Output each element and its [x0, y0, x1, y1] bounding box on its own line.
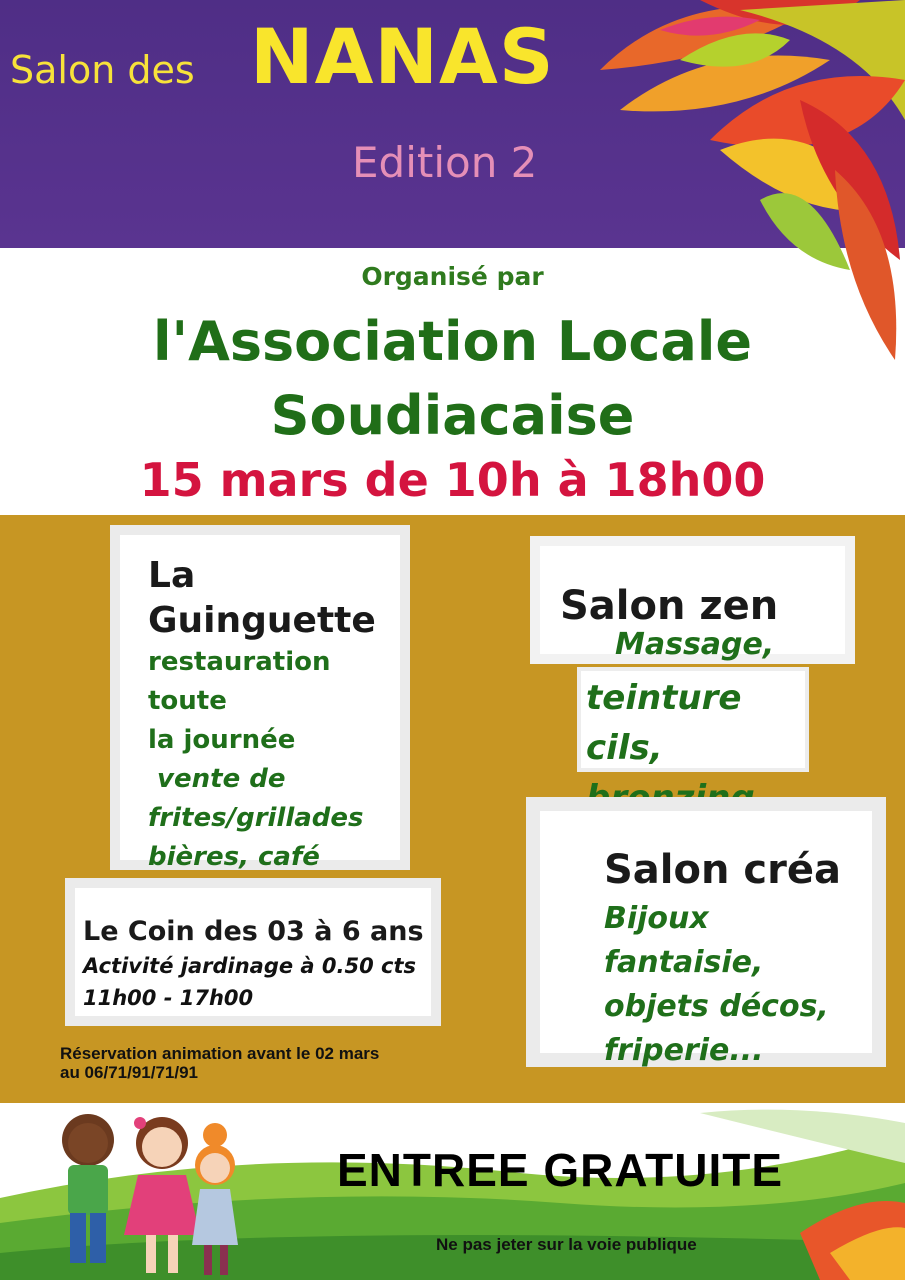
- edition-label: Edition 2: [352, 138, 538, 187]
- salon-crea-title: Salon créa: [604, 847, 841, 893]
- reservation-info: [60, 1044, 379, 1082]
- guinguette-card: [110, 525, 410, 870]
- event-date: 15 mars de 10h à 18h00: [139, 453, 766, 507]
- guinguette-title-line1: La: [148, 555, 196, 596]
- salon-zen-line1: Massage,: [615, 627, 775, 662]
- association-name: [0, 305, 905, 453]
- salon-zen-details-card: [577, 667, 809, 772]
- salon-zen-line2: teinture cils,: [586, 678, 742, 768]
- association-name-line1: l'Association Locale: [153, 310, 752, 373]
- guinguette-line5: bières, café: [148, 842, 320, 872]
- guinguette-line3: vente de: [148, 764, 286, 794]
- free-entry-label: ENTREE GRATUITE: [336, 1144, 784, 1196]
- salon-crea-card: [526, 797, 886, 1067]
- disposal-notice: Ne pas jeter sur la voie publique: [436, 1235, 697, 1254]
- kids-corner-title: Le Coin des 03 à 6 ans: [83, 916, 424, 947]
- title-prefix: Salon des: [10, 48, 195, 92]
- association-name-line2: Soudiacaise: [270, 384, 635, 447]
- guinguette-line1: restauration toute: [148, 647, 331, 716]
- reservation-line2: au 06/71/91/71/91: [60, 1063, 199, 1082]
- kids-corner-card: [65, 878, 441, 1026]
- salon-crea-line3: friperie...: [604, 1033, 764, 1068]
- salon-crea-line1: Bijoux fantaisie,: [604, 901, 764, 980]
- salon-zen-card: [530, 536, 855, 664]
- guinguette-title-line2: Guinguette: [148, 600, 376, 641]
- kids-corner-activity: Activité jardinage à 0.50 cts: [83, 954, 417, 978]
- title-main: NANAS: [250, 12, 555, 101]
- guinguette-line2: la journée: [148, 725, 296, 755]
- salon-crea-line2: objets décos,: [604, 989, 829, 1024]
- guinguette-line4: frites/grillades: [148, 803, 364, 833]
- salon-zen-title: Salon zen: [560, 583, 779, 629]
- kids-corner-hours: 11h00 - 17h00: [83, 986, 254, 1010]
- organised-by-label: Organisé par: [361, 262, 544, 291]
- reservation-line1: Réservation animation avant le 02 mars: [60, 1044, 380, 1063]
